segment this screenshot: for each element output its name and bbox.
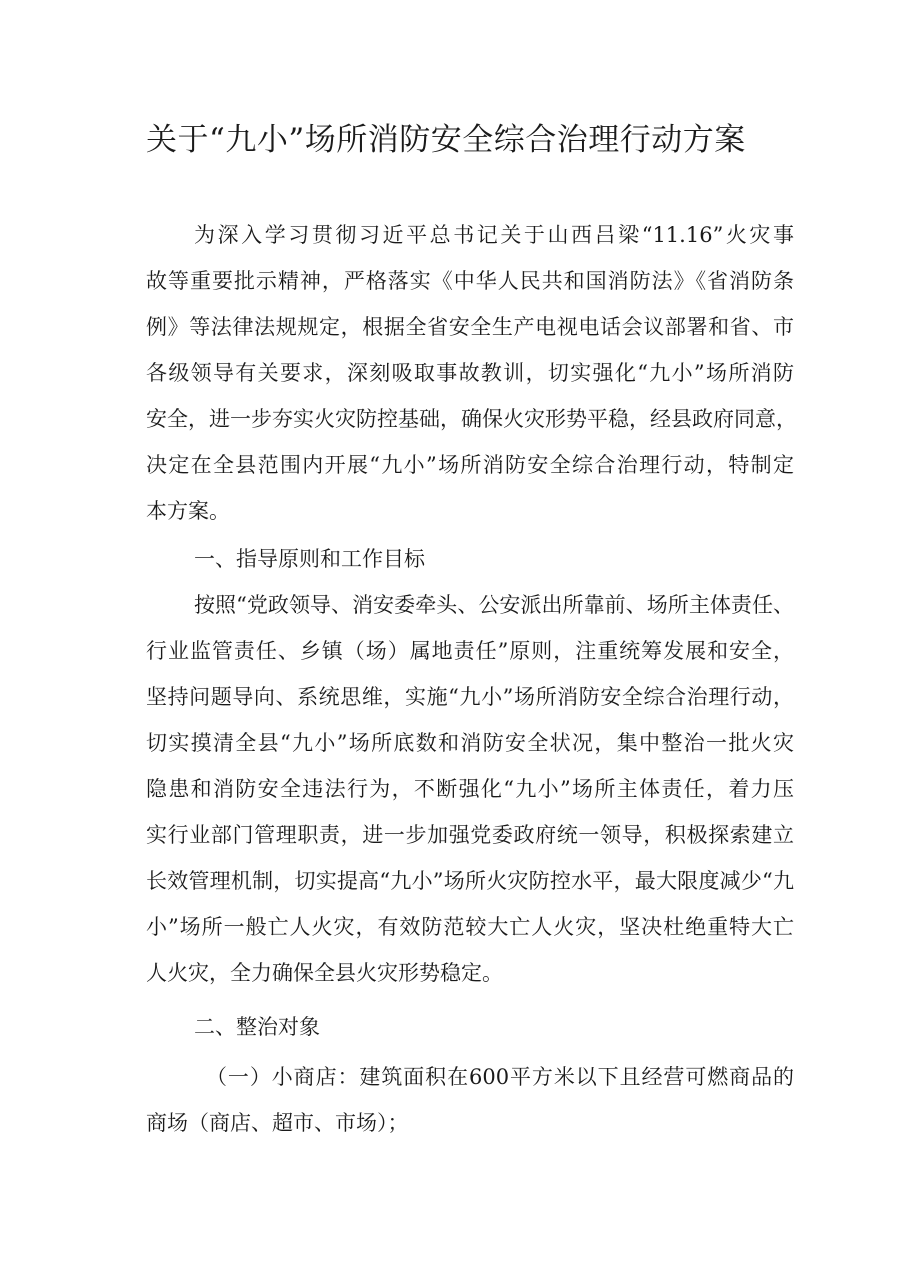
paragraph-line: （一）小商店：建筑面积在600平方米以下且经营可燃商品的 bbox=[206, 1065, 794, 1089]
paragraph-line: 决定在全县范围内开展“九小”场所消防安全综合治理行动，特制定 bbox=[146, 453, 794, 477]
paragraph-line: 本方案。 bbox=[146, 499, 230, 523]
section-heading-1: 一、指导原则和工作目标 bbox=[194, 547, 425, 571]
paragraph-line: 为深入学习贯彻习近平总书记关于山西吕梁“11.16”火灾事 bbox=[194, 223, 794, 247]
paragraph-line: 商场（商店、超市、市场）； bbox=[146, 1111, 409, 1135]
paragraph-line: 行业监管责任、乡镇（场）属地责任”原则，注重统筹发展和安全， bbox=[146, 639, 794, 663]
paragraph-line: 小”场所一般亡人火灾，有效防范较大亡人火灾，坚决杜绝重特大亡 bbox=[146, 915, 794, 939]
paragraph-line: 按照“党政领导、消安委牵头、公安派出所靠前、场所主体责任、 bbox=[194, 593, 794, 617]
document-title: 关于“九小”场所消防安全综合治理行动方案 bbox=[146, 122, 746, 158]
paragraph-line: 人火灾，全力确保全县火灾形势稳定。 bbox=[146, 961, 503, 985]
paragraph-line: 实行业部门管理职责，进一步加强党委政府统一领导，积极探索建立 bbox=[146, 823, 794, 847]
paragraph-line: 坚持问题导向、系统思维，实施“九小”场所消防安全综合治理行动， bbox=[146, 685, 794, 709]
section-heading-2: 二、整治对象 bbox=[194, 1015, 320, 1039]
paragraph-line: 切实摸清全县“九小”场所底数和消防安全状况，集中整治一批火灾 bbox=[146, 731, 794, 755]
paragraph-line: 安全，进一步夯实火灾防控基础，确保火灾形势平稳，经县政府同意， bbox=[146, 407, 797, 431]
paragraph-line: 故等重要批示精神，严格落实《中华人民共和国消防法》《省消防条 bbox=[146, 269, 794, 293]
paragraph-line: 隐患和消防安全违法行为，不断强化“九小”场所主体责任，着力压 bbox=[146, 777, 794, 801]
paragraph-line: 例》等法律法规规定，根据全省安全生产电视电话会议部署和省、市 bbox=[146, 315, 794, 339]
section1-paragraph bbox=[146, 582, 794, 996]
paragraph-line: 长效管理机制，切实提高“九小”场所火灾防控水平，最大限度减少“九 bbox=[146, 869, 794, 893]
intro-paragraph bbox=[146, 212, 797, 534]
section2-paragraph bbox=[146, 1054, 794, 1146]
paragraph-line: 各级领导有关要求，深刻吸取事故教训，切实强化“九小”场所消防 bbox=[146, 361, 794, 385]
